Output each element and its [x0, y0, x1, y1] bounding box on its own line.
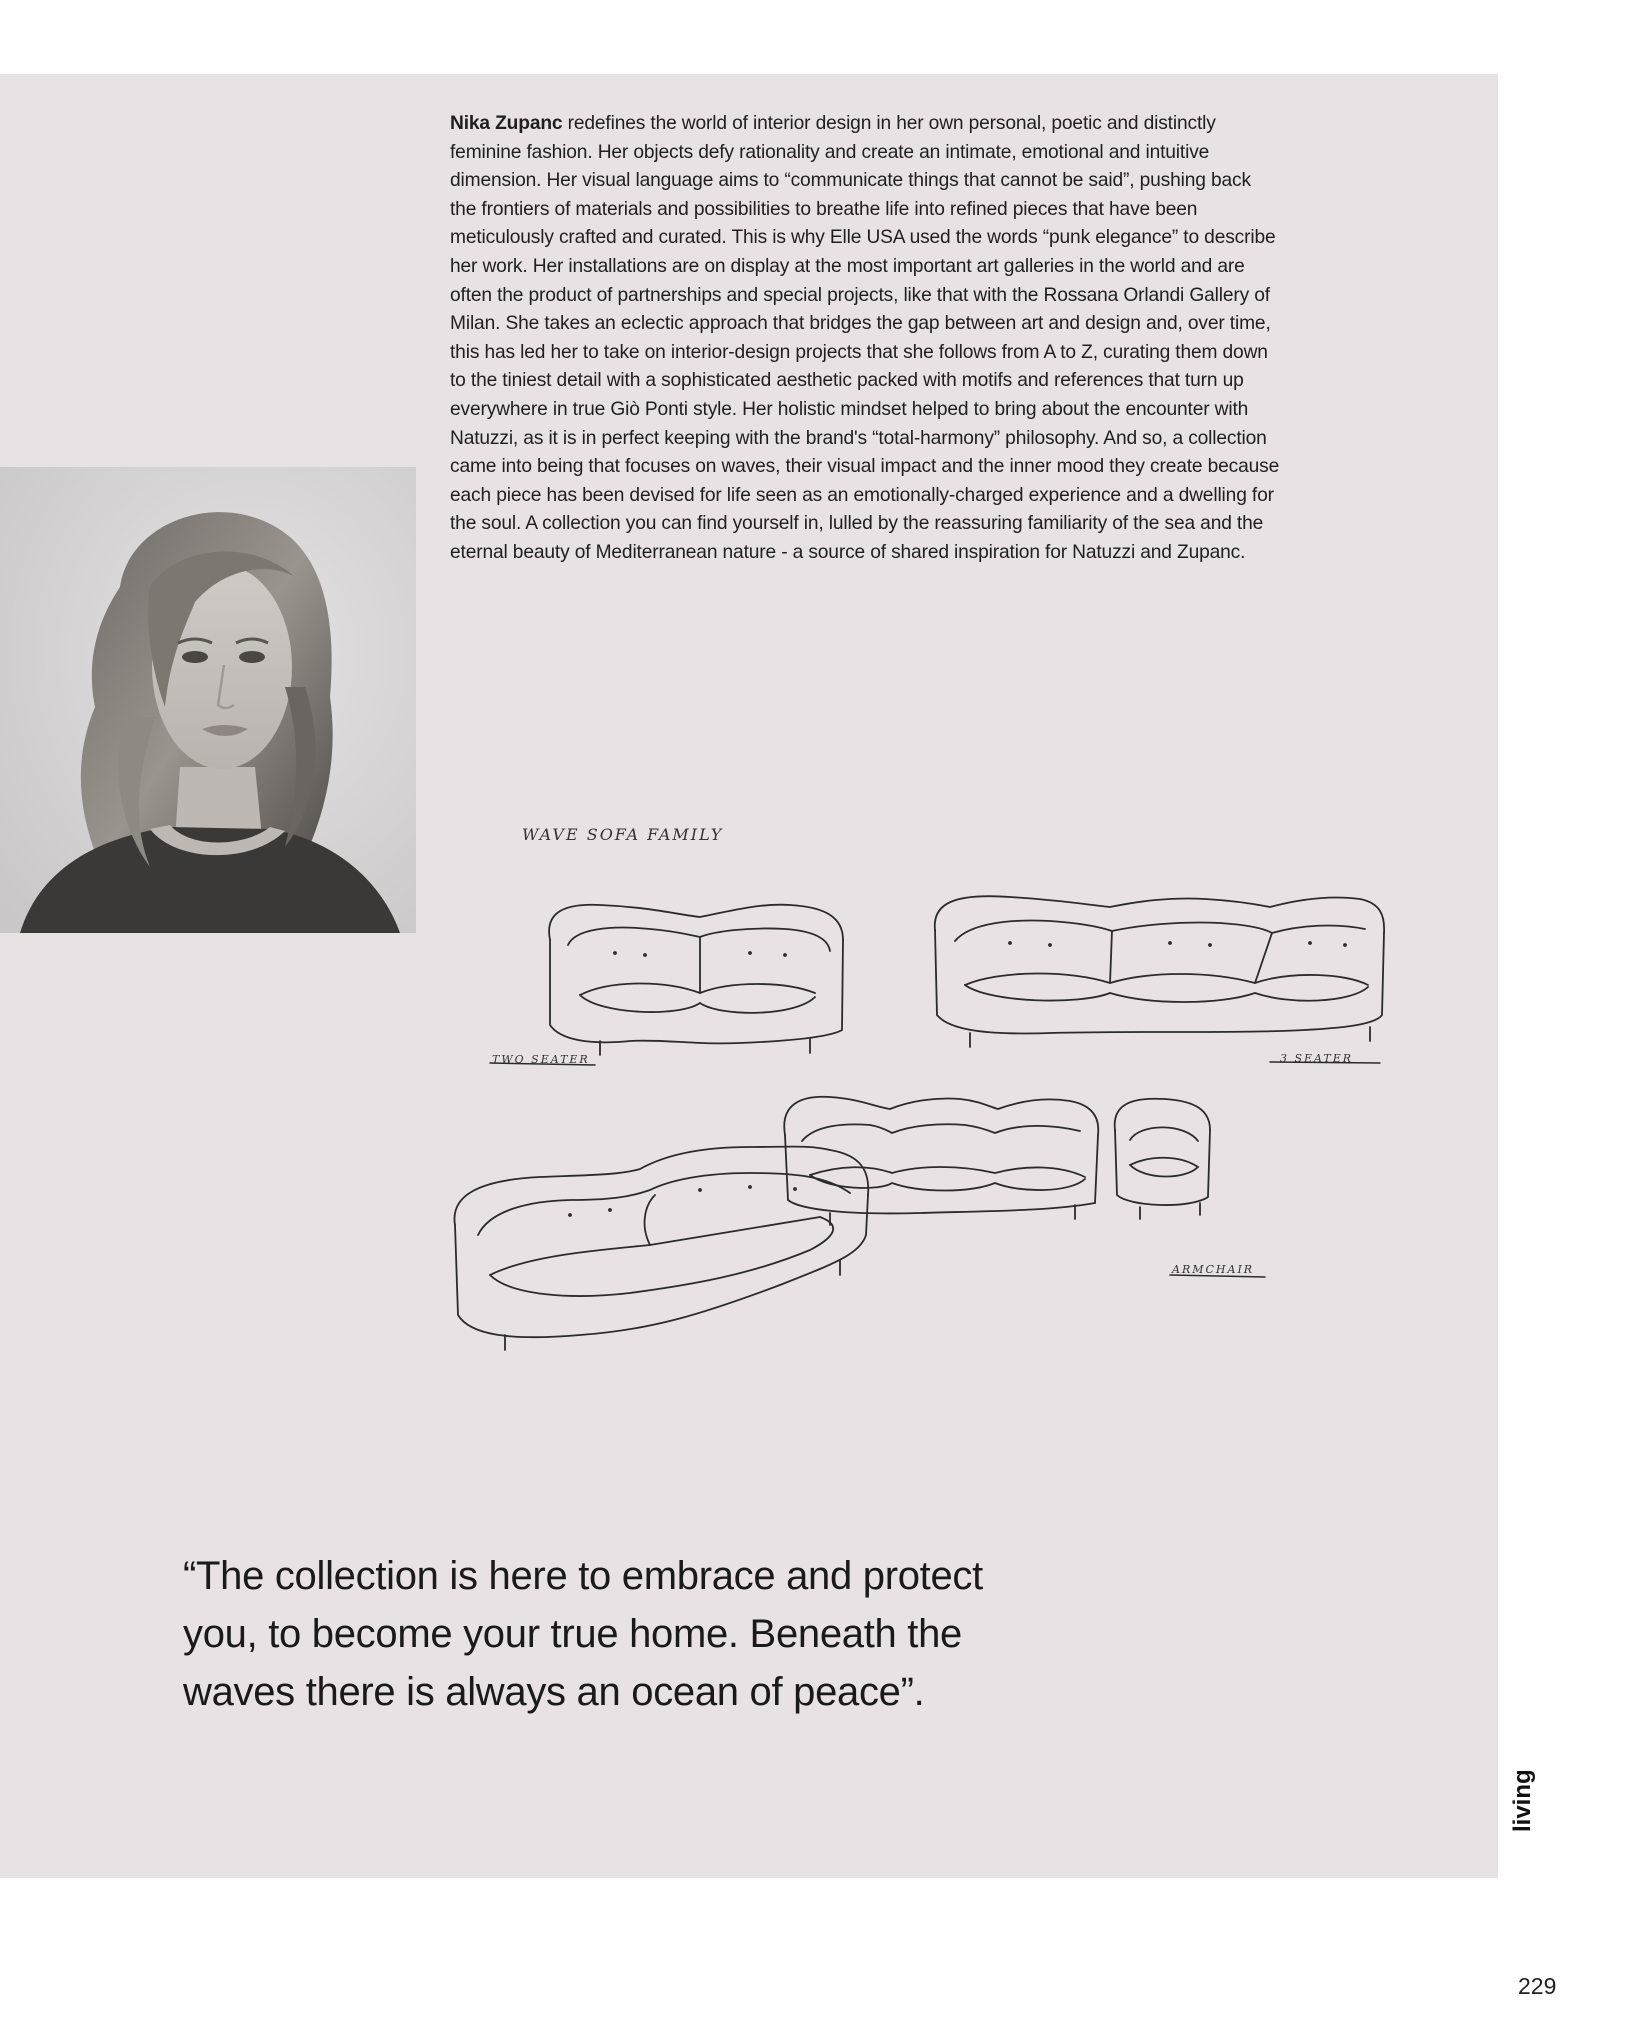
article-body — [450, 110, 1282, 568]
article-text: redefines the world of interior design in her own personal, poetic and distinctly feminine fashion. Her objects defy rationality and create an intimate, emotional and intuitive dimension. Her visual language aims to “communicate things that cannot be said”, pushing back the frontiers of materials and possibilities to breathe life into refined pieces that have been meticulously crafted and curated. This is why Elle USA used the words “punk elegance” to describe her work. Her installations are on display at the most important art galleries in the world and are often the product of partnerships and special projects, like that with the Rossana Orlandi Gallery of Milan. She takes an eclectic approach that bridges the gap between art and design and, over time, this has led her to take on interior-design projects that she follows from A to Z, curating them down to the tiniest detail with a sophisticated aesthetic packed with motifs and references that turn up everywhere in true Giò Ponti style. Her holistic mindset helped to bring about the encounter with Natuzzi, as it is in perfect keeping with the brand's “total-harmony” philosophy. And so, a collection came into being that focuses on waves, their visual impact and the inner mood they create because each piece has been devised for life seen as an emotionally-charged experience and a dwelling for the soul. A collection you can find yourself in, lulled by the reassuring familiarity of the sea and the eternal beauty of Mediterranean nature - a source of shared inspiration for Natuzzi and Zupanc. — [450, 113, 1280, 563]
two-seater-sketch — [549, 905, 843, 1055]
portrait-illustration — [0, 467, 416, 933]
armchair-label: ARMCHAIR — [1172, 1263, 1255, 1276]
two-seater-label: TWO SEATER — [492, 1053, 590, 1066]
sketch-title: WAVE SOFA FAMILY — [522, 825, 724, 844]
sofa-sketch-middle — [784, 1097, 1098, 1225]
corner-sofa-sketch — [454, 1147, 868, 1350]
section-label: living — [1509, 1769, 1536, 1832]
three-seater-label: 3 SEATER — [1280, 1052, 1354, 1065]
designer-portrait — [0, 467, 416, 933]
sofa-sketch — [450, 805, 1400, 1445]
sofa-sketch-drawing — [450, 805, 1400, 1445]
pull-quote: “The collection is here to embrace and protect you, to become your true home. Beneath the waves there is always an ocean of peace”. — [183, 1554, 983, 1714]
three-seater-sketch — [935, 896, 1384, 1047]
page-number: 229 — [1518, 1973, 1557, 1999]
designer-name: Nika Zupanc — [450, 113, 563, 134]
armchair-sketch — [1115, 1099, 1210, 1219]
